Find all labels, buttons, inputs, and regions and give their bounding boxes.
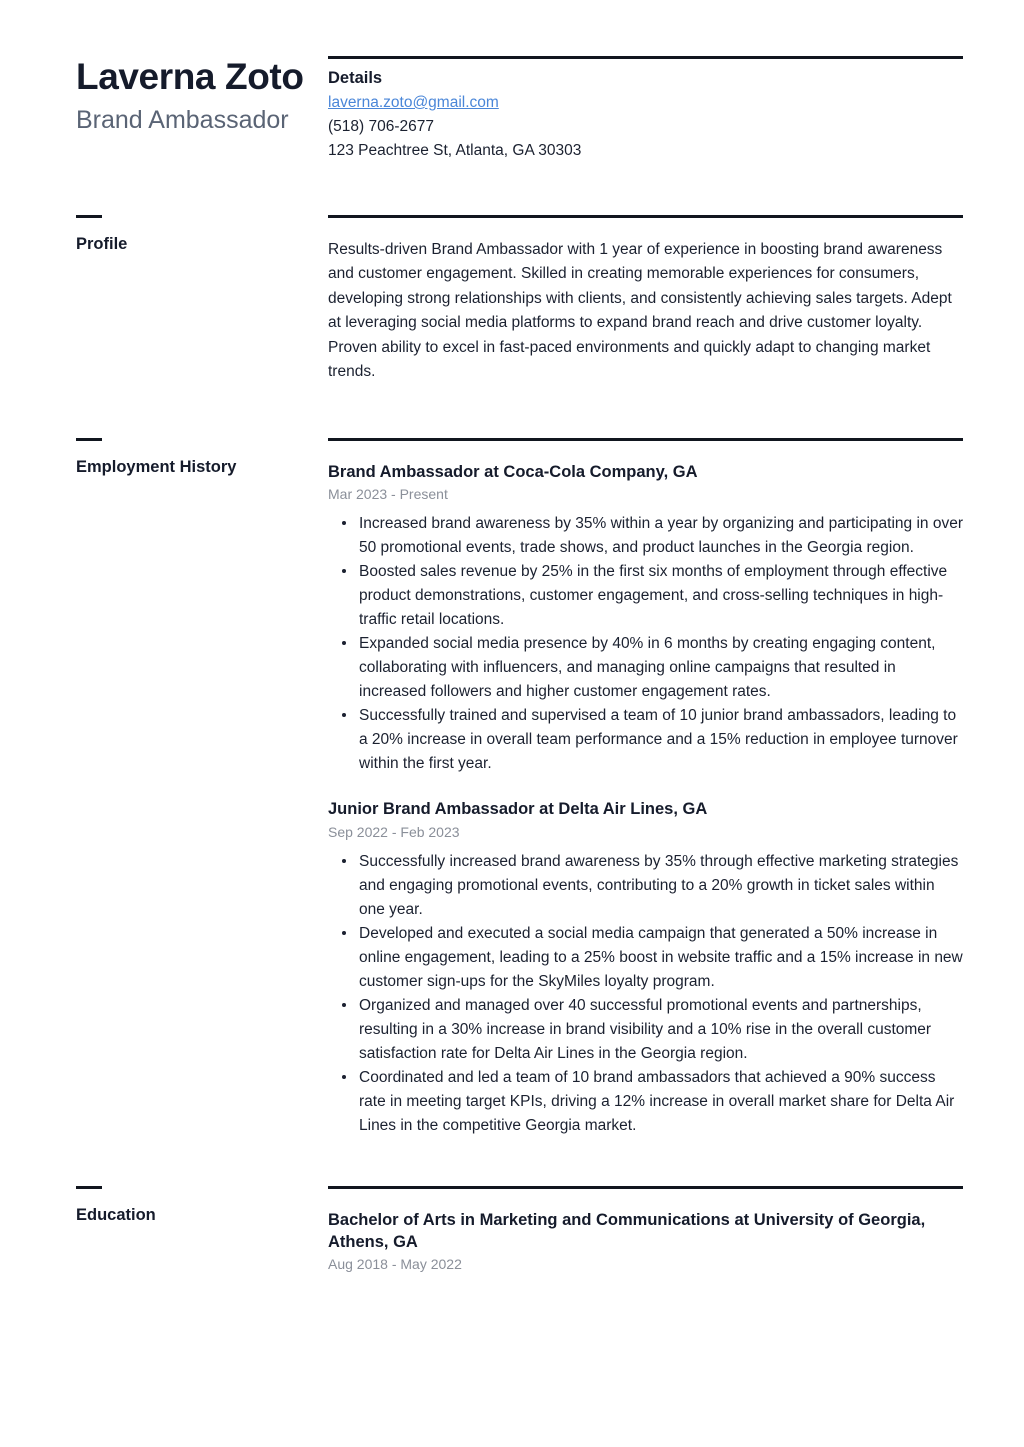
- job-title: Brand Ambassador: [76, 105, 289, 134]
- list-item: Coordinated and led a team of 10 brand ambassadors that achieved a 90% success rate in meeting target KPIs, driving a 12% increase in overall market share for Delta Air Lines in the competitive Georgia market.: [328, 1066, 963, 1138]
- employment-column: [328, 438, 1024, 1138]
- section-label-profile: Profile: [76, 234, 128, 253]
- profile-section: [0, 215, 1024, 385]
- details-heading: Details: [328, 69, 383, 87]
- section-dash-icon: [76, 1186, 102, 1189]
- section-label-education: Education: [76, 1205, 156, 1224]
- employment-entry-date: Mar 2023 - Present: [328, 486, 448, 503]
- profile-column: [328, 215, 1024, 385]
- education-entry: [328, 1209, 963, 1276]
- list-item: Successfully increased brand awareness by 35% through effective marketing strategies and engaging promotional events, contributing to a 20% growth in ticket sales within one year.: [328, 850, 963, 922]
- employment-entry-bullets: [328, 512, 963, 776]
- education-entry-title: Bachelor of Arts in Marketing and Communications at University of Georgia, Athens, GA: [328, 1210, 926, 1252]
- phone-text: (518) 706-2677: [328, 117, 434, 135]
- profile-text: Results-driven Brand Ambassador with 1 year of experience in boosting brand awareness and customer engagement. Skilled in creating memorable experiences for consumers, developing strong relationships with clients, and consistently achieving sales targets. Adept at leveraging social media platforms to expand brand reach and drive customer loyalty. Proven ability to excel in fast-paced environments and quickly adapt to changing market trends.: [328, 240, 952, 381]
- employment-entries: [328, 441, 963, 1138]
- email-link[interactable]: laverna.zoto@gmail.com: [328, 93, 499, 111]
- details-email-row: [328, 91, 963, 115]
- details-body: [328, 67, 963, 163]
- address-text: 123 Peachtree St, Atlanta, GA 30303: [328, 141, 582, 159]
- employment-entry-title: Brand Ambassador at Coca-Cola Company, GA: [328, 462, 698, 481]
- details-divider: [328, 56, 963, 59]
- section-dash-icon: [76, 438, 102, 441]
- employment-entry: [328, 798, 963, 1137]
- education-label-column: [0, 1186, 328, 1226]
- employment-entry-bullets: [328, 850, 963, 1138]
- list-item: Expanded social media presence by 40% in 6 months by creating engaging content, collaborating with influencers, and managing online campaigns that resulted in increased followers and higher customer engagement rates.: [328, 632, 963, 704]
- list-item: Organized and managed over 40 successful promotional events and partnerships, resulting in a 30% increase in brand visibility and a 10% rise in the overall customer satisfaction rate for Delta Air Lines in the Georgia region.: [328, 994, 963, 1066]
- details-column: [328, 56, 1024, 163]
- employment-entry-date: Sep 2022 - Feb 2023: [328, 823, 460, 840]
- page-title: Laverna Zoto: [76, 56, 304, 97]
- education-section: [0, 1186, 1024, 1276]
- employment-label-column: [0, 438, 328, 478]
- section-label-employment: Employment History: [76, 457, 237, 476]
- list-item: Boosted sales revenue by 25% in the first six months of employment through effective product demonstrations, customer engagement, and cross-selling techniques in high-traffic retail locations.: [328, 560, 963, 632]
- section-dash-icon: [76, 215, 102, 218]
- employment-section: [0, 438, 1024, 1138]
- employment-entry: [328, 461, 963, 776]
- header-identity: [0, 56, 328, 135]
- list-item: Successfully trained and supervised a team of 10 junior brand ambassadors, leading to a 20% increase in overall team performance and a 15% reduction in employee turnover within the first year.: [328, 704, 963, 776]
- profile-body: [328, 218, 963, 385]
- employment-entry-title: Junior Brand Ambassador at Delta Air Lines, GA: [328, 800, 708, 819]
- header-section: [0, 0, 1024, 163]
- education-column: [328, 1186, 1024, 1276]
- education-entry-date: Aug 2018 - May 2022: [328, 1256, 462, 1273]
- list-item: Developed and executed a social media campaign that generated a 50% increase in online engagement, leading to a 25% boost in website traffic and a 15% increase in new customer sign-ups for the SkyMiles loyalty program.: [328, 922, 963, 994]
- list-item: Increased brand awareness by 35% within a year by organizing and participating in over 50 promotional events, trade shows, and product launches in the Georgia region.: [328, 512, 963, 560]
- profile-label-column: [0, 215, 328, 255]
- education-entries: [328, 1189, 963, 1276]
